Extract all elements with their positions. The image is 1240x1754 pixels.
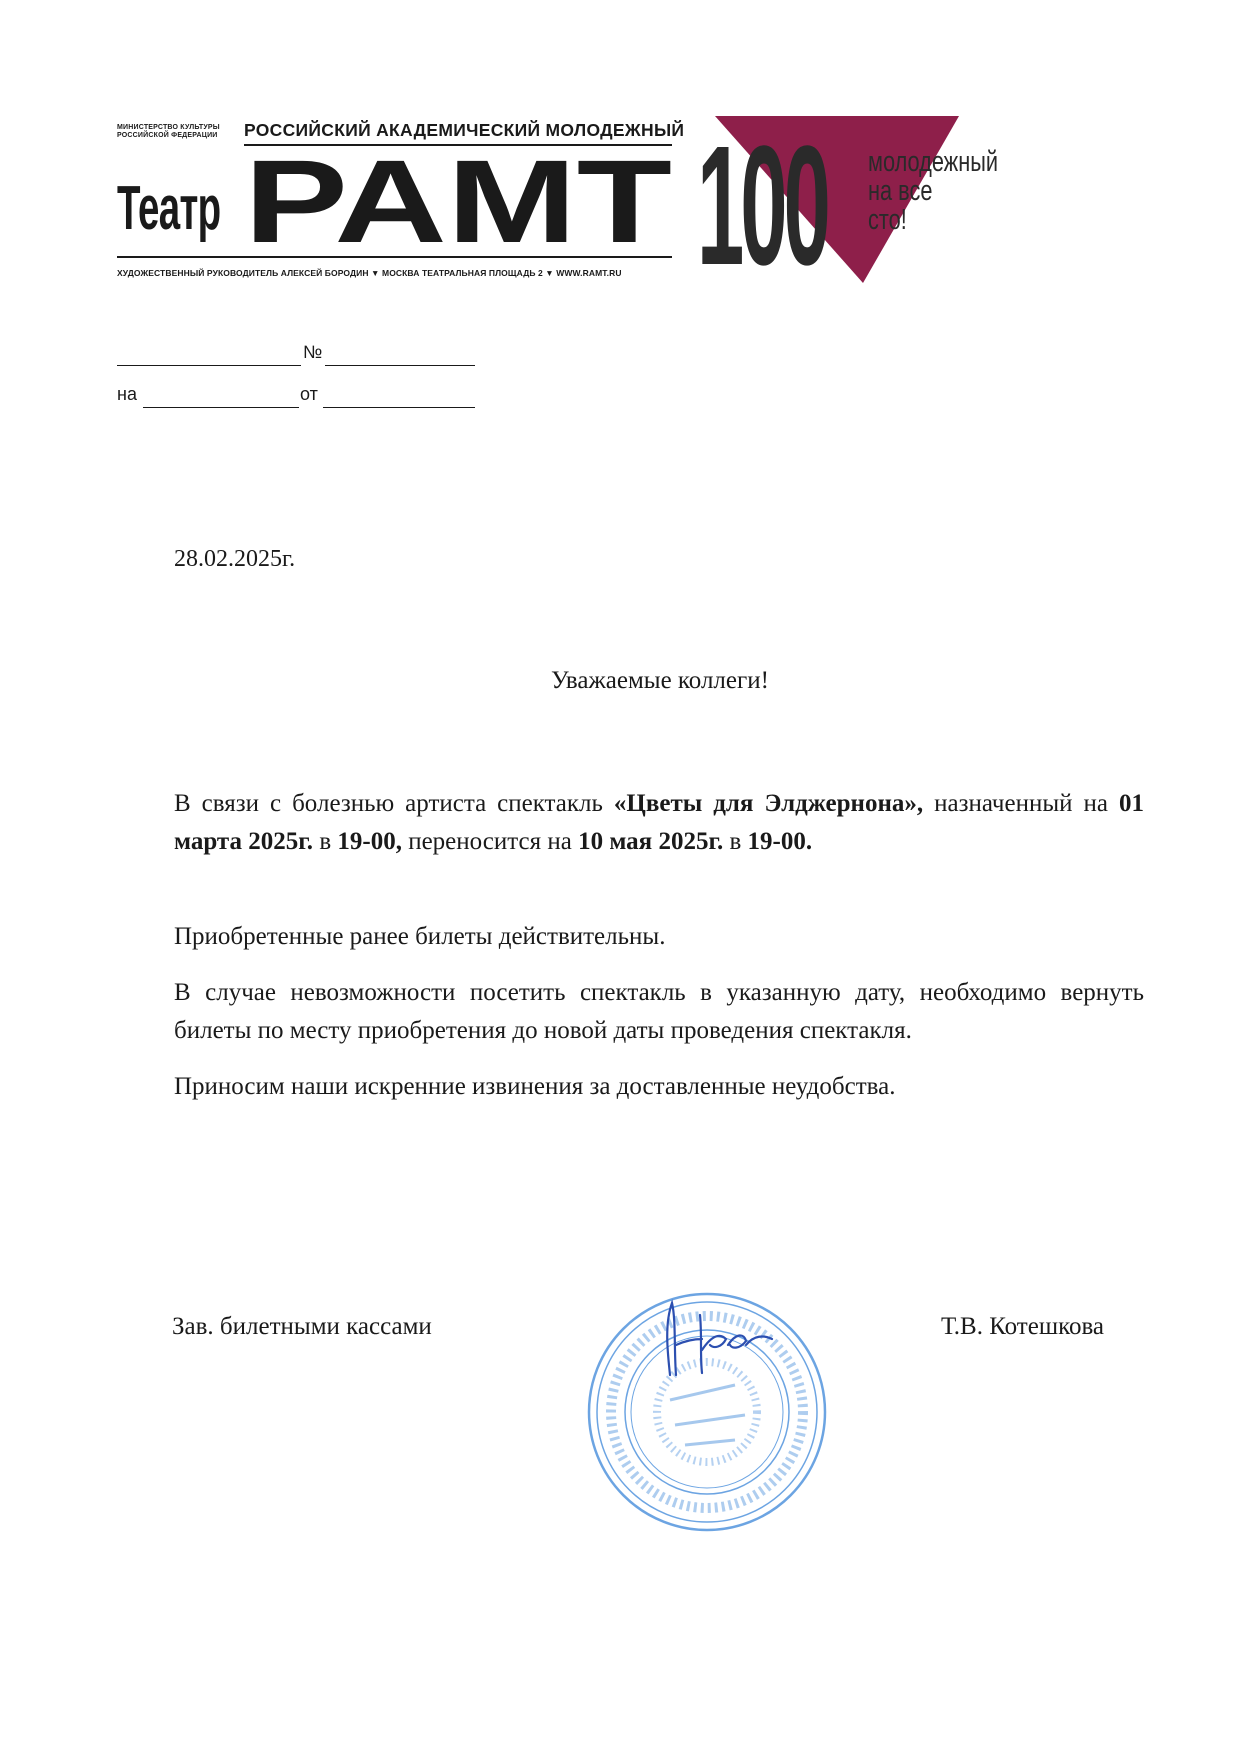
theatre-full-name: РОССИЙСКИЙ АКАДЕМИЧЕСКИЙ МОЛОДЕЖНЫЙ <box>244 120 685 140</box>
letter-date: 28.02.2025г. <box>174 546 296 572</box>
ramt-logo-text: РАМТ <box>244 155 672 248</box>
ministry-label: МИНИСТЕРСТВО КУЛЬТУРЫ РОССИЙСКОЙ ФЕДЕРАЦИИ <box>117 124 220 139</box>
anniversary-slogan: молодежный на все сто! <box>868 146 999 236</box>
original-time: 19-00, <box>337 828 402 855</box>
incoming-number-line <box>143 387 299 408</box>
signer-title: Зав. билетными кассами <box>172 1313 432 1340</box>
incoming-date-line <box>323 387 475 408</box>
header-rule-top <box>244 144 672 146</box>
paragraph-apology: Приносим наши искренние извинения за доставленные неудобства. <box>174 1073 896 1100</box>
new-date: 10 мая 2025г. <box>578 828 724 855</box>
handwritten-signature <box>640 1295 780 1385</box>
greeting: Уважаемые коллеги! <box>551 667 769 694</box>
theatre-word: Театр <box>117 174 221 243</box>
new-time: 19-00. <box>747 828 813 855</box>
header-rule-bottom <box>117 256 672 258</box>
paragraph-tickets-valid: Приобретенные ранее билеты действительны. <box>174 923 666 950</box>
from-label: от <box>300 384 318 404</box>
original-date: 01 марта 2025г. <box>174 790 1144 855</box>
ramt-logo <box>244 155 674 248</box>
number-label: № <box>303 342 323 362</box>
anniversary-number: 100 <box>697 111 827 301</box>
signer-name: Т.В. Котешкова <box>941 1313 1105 1340</box>
outgoing-number-line-left <box>117 345 301 366</box>
on-label: на <box>117 384 137 404</box>
paragraph-postponement: В связи с болезнью артиста спектакль «Цветы для Элджернона», назначенный на 01 марта 2025г. в 19-00, переносится на 10 мая 2025г. в 19-00. <box>174 790 1144 855</box>
outgoing-number-line-right <box>325 345 475 366</box>
theatre-address-line: ХУДОЖЕСТВЕННЫЙ РУКОВОДИТЕЛЬ АЛЕКСЕЙ БОРОДИН ▼ МОСКВА ТЕАТРАЛЬНАЯ ПЛОЩАДЬ 2 ▼ WWW.RAMT.RU <box>117 268 622 278</box>
performance-title: «Цветы для Элджернона», <box>613 790 924 817</box>
paragraph-refund: В случае невозможности посетить спектакль в указанную дату, необходимо вернуть билеты по месту приобретения до новой даты проведения спектакля. <box>174 979 1144 1044</box>
